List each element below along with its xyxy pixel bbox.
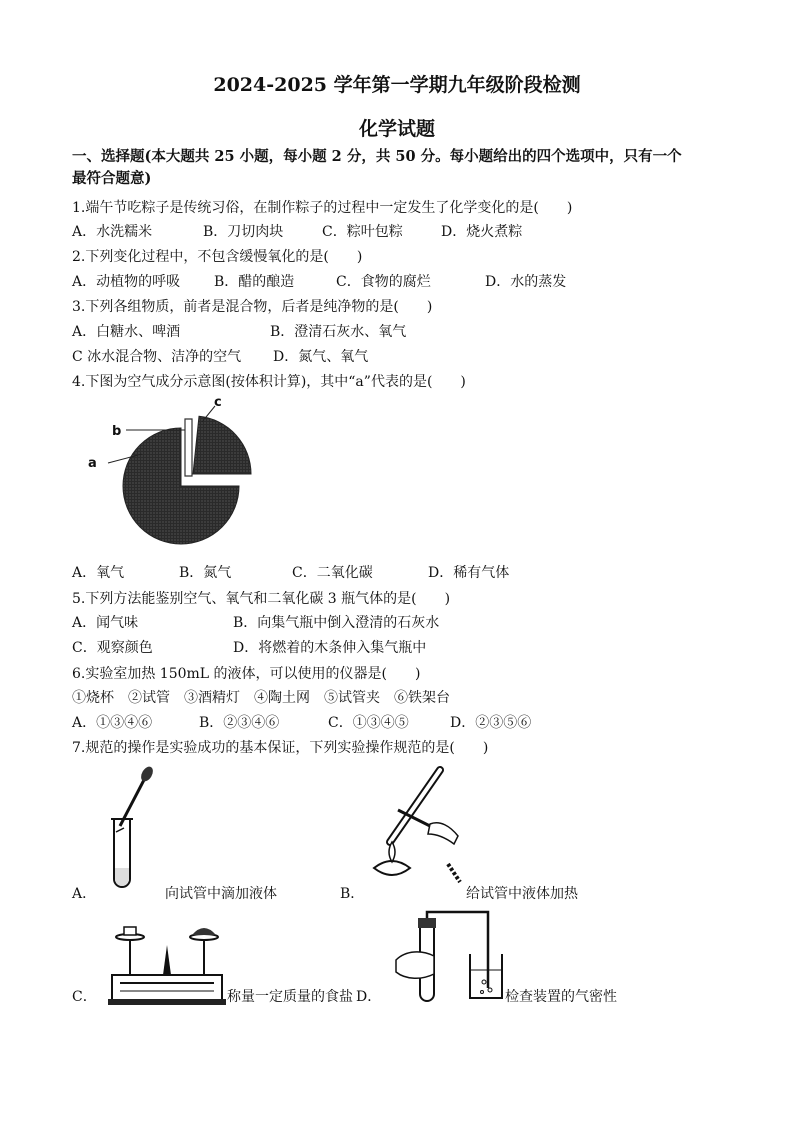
pie-slice-c [193, 416, 251, 474]
pie-slice-b [185, 419, 192, 476]
question-2-option-c[interactable]: C．食物的腐烂 [336, 274, 431, 290]
question-3-option-b[interactable]: B．澄清石灰水、氧气 [270, 324, 407, 340]
section-heading-line1: 一、选择题(本大题共 25 小题，每小题 2 分，共 50 分。每小题给出的四个选项中，只有一个 [72, 148, 682, 165]
question-7-option-b-letter[interactable]: B． [340, 886, 365, 902]
question-4-option-d[interactable]: D．稀有气体 [428, 565, 510, 581]
question-5-option-c[interactable]: C．观察颜色 [72, 640, 153, 656]
question-3-option-d[interactable]: D．氮气、氧气 [273, 349, 369, 365]
page-subtitle: 化学试题 [358, 118, 435, 140]
question-2-option-b[interactable]: B．醋的酿造 [214, 274, 295, 290]
question-6-option-b[interactable]: B．②③④⑥ [199, 715, 280, 731]
question-1-option-b[interactable]: B．刀切肉块 [203, 224, 284, 240]
question-1-option-c[interactable]: C．粽叶包粽 [322, 224, 403, 240]
balance-weighing-illustration [106, 915, 228, 1011]
question-6-items: ①烧杯 ②试管 ③酒精灯 ④陶土网 ⑤试管夹 ⑥铁架台 [72, 690, 450, 706]
question-7-option-d-caption: 检查装置的气密性 [505, 989, 617, 1005]
question-4-option-b[interactable]: B．氮气 [179, 565, 232, 581]
dropper-test-tube-illustration [100, 764, 160, 894]
air-composition-pie-figure [84, 392, 254, 562]
heating-test-tube-illustration [368, 764, 468, 890]
question-7-option-b-caption: 给试管中液体加热 [466, 886, 578, 902]
question-6-stem: 6.实验室加热 150mL 的液体，可以使用的仪器是( ) [72, 666, 421, 682]
question-4-option-a[interactable]: A．氧气 [72, 565, 125, 581]
question-2-option-d[interactable]: D．水的蒸发 [485, 274, 567, 290]
question-3-option-c[interactable]: C 冰水混合物、洁净的空气 [72, 349, 242, 365]
question-2-option-a[interactable]: A．动植物的呼吸 [72, 274, 181, 290]
question-6-option-d[interactable]: D．②③⑤⑥ [450, 715, 532, 731]
question-5-stem: 5.下列方法能鉴别空气、氧气和二氧化碳 3 瓶气体的是( ) [72, 591, 451, 607]
question-7-stem: 7.规范的操作是实验成功的基本保证，下列实验操作规范的是( ) [72, 740, 489, 756]
page-title: 2024-2025 学年第一学期九年级阶段检测 [213, 74, 581, 96]
question-3-stem: 3.下列各组物质，前者是混合物，后者是纯净物的是( ) [72, 299, 433, 315]
question-3-option-a[interactable]: A．白糖水、啤酒 [72, 324, 181, 340]
section-heading-line2: 最符合题意) [72, 170, 152, 187]
section-heading [72, 146, 752, 190]
question-1-option-d[interactable]: D．烧火煮粽 [441, 224, 523, 240]
question-5-option-a[interactable]: A．闻气味 [72, 615, 139, 631]
pie-label-b: b [112, 424, 122, 439]
question-4-option-c[interactable]: C．二氧化碳 [292, 565, 373, 581]
question-2-stem: 2.下列变化过程中，不包含缓慢氧化的是( ) [72, 249, 363, 265]
question-7-option-a-letter[interactable]: A． [72, 886, 97, 902]
question-7-option-c-caption: 称量一定质量的食盐 [227, 989, 353, 1005]
pie-label-a: a [88, 456, 97, 471]
question-7-option-d-letter[interactable]: D． [356, 989, 382, 1005]
pie-label-c: c [214, 395, 222, 410]
question-5-option-d[interactable]: D．将燃着的木条伸入集气瓶中 [233, 640, 427, 656]
question-1-stem: 1.端午节吃粽子是传统习俗，在制作粽子的过程中一定发生了化学变化的是( ) [72, 200, 573, 216]
question-1-option-a[interactable]: A．水洗糯米 [72, 224, 153, 240]
question-6-option-c[interactable]: C．①③④⑤ [328, 715, 409, 731]
question-6-option-a[interactable]: A．①③④⑥ [72, 715, 153, 731]
question-7-option-c-letter[interactable]: C． [72, 989, 97, 1005]
question-7-option-a-caption: 向试管中滴加液体 [165, 886, 277, 902]
question-4-stem: 4.下图为空气成分示意图(按体积计算)，其中“a”代表的是( ) [72, 374, 466, 390]
question-5-option-b[interactable]: B．向集气瓶中倒入澄清的石灰水 [233, 615, 440, 631]
airtightness-check-illustration [392, 910, 508, 1010]
